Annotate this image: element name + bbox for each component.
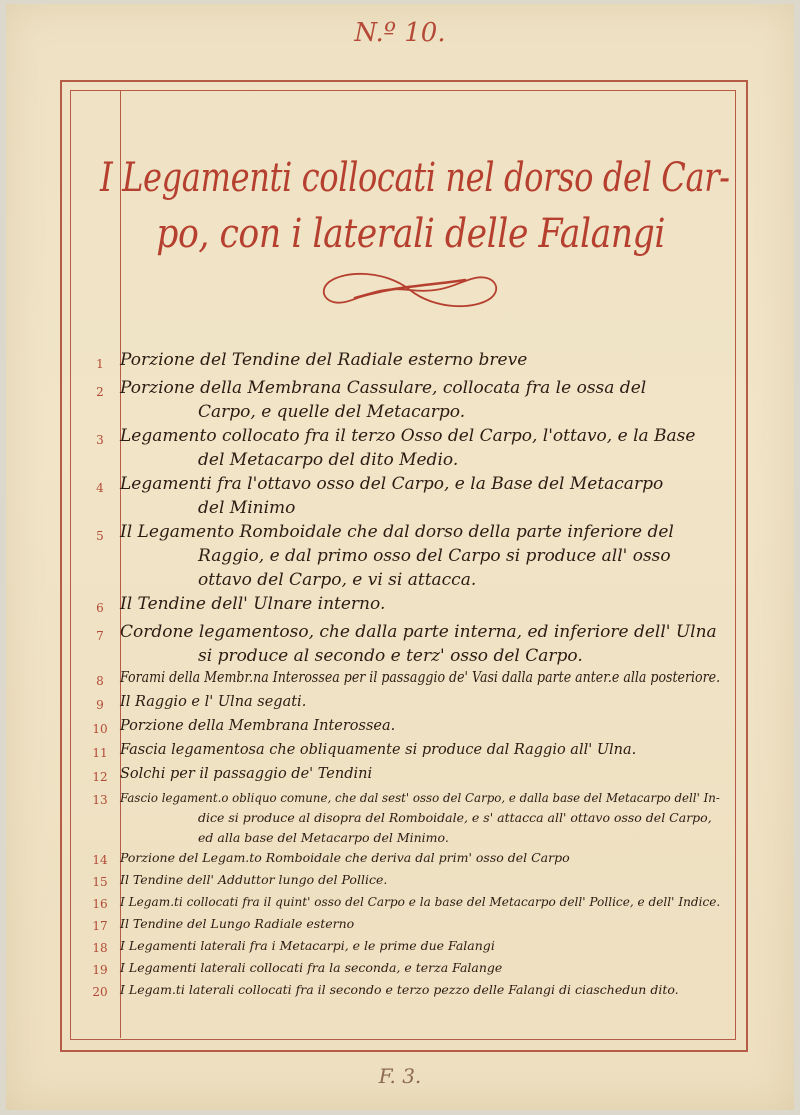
legend-item-text	[120, 848, 740, 870]
legend-text-line: Cordone legamentoso, che dalla parte interna, ed inferiore dell' Ulna	[120, 622, 717, 642]
legend-text-line: del Minimo	[198, 498, 296, 518]
page-title	[100, 150, 740, 262]
legend-text-line: Porzione della Membrana Interossea.	[120, 718, 396, 734]
legend-item	[80, 848, 740, 870]
legend-item	[80, 472, 740, 520]
legend-text-line: si produce al secondo e terz' osso del Carpo.	[198, 646, 583, 666]
legend-item	[80, 740, 740, 764]
legend-item	[80, 348, 740, 376]
legend-text-line: I Legamenti laterali collocati fra la seconda, e terza Falange	[120, 960, 503, 975]
legend-item-number: 6	[96, 601, 104, 615]
legend-item-text	[120, 520, 740, 592]
legend-item-number: 14	[92, 853, 108, 867]
legend-text-line: ed alla base del Metacarpo del Minimo.	[198, 830, 449, 845]
legend-text-line: Fascio legament.o obliquo comune, che dal sest' osso del Carpo, e dalla base del Metacarpo dell' In-	[120, 790, 720, 805]
legend-item	[80, 376, 740, 424]
legend-text-line: Fascia legamentosa che obliquamente si produce dal Raggio all' Ulna.	[120, 742, 637, 758]
legend-item	[80, 592, 740, 620]
legend-item-number: 7	[96, 629, 104, 643]
legend-item-number: 17	[92, 919, 108, 933]
legend-item-number: 19	[92, 963, 108, 977]
legend-item-text	[120, 788, 740, 848]
legend-item-number: 13	[92, 793, 108, 807]
legend-text-line: I Legamenti laterali fra i Metacarpi, e le prime due Falangi	[120, 938, 495, 953]
legend-item	[80, 668, 740, 692]
legend-item-text	[120, 958, 740, 980]
title-line-2: po, con i laterali delle Falangi	[156, 211, 666, 257]
legend-item-text	[120, 892, 740, 914]
legend-text-line: Il Tendine del Lungo Radiale esterno	[120, 916, 355, 931]
legend-text-line: Legamenti fra l'ottavo osso del Carpo, e la Base del Metacarpo	[120, 474, 664, 494]
legend-text-line: Porzione del Legam.to Romboidale che deriva dal prim' osso del Carpo	[120, 850, 570, 865]
legend-item	[80, 620, 740, 668]
legend-text-line: Porzione della Membrana Cassulare, collocata fra le ossa del	[120, 378, 647, 398]
legend-item-text	[120, 716, 740, 740]
legend-text-line: dice si produce al disopra del Romboidale, e s' attacca all' ottavo osso del Carpo,	[198, 810, 712, 825]
legend-item	[80, 424, 740, 472]
legend-item-text	[120, 376, 740, 424]
legend-item-text	[120, 692, 740, 716]
calligraphic-flourish	[315, 268, 505, 312]
legend-text-line: I Legam.ti collocati fra il quint' osso del Carpo e la base del Metacarpo dell' Pollice, e dell' Indice.	[120, 894, 721, 909]
legend-text-line: Il Tendine dell' Adduttor lungo del Pollice.	[120, 872, 388, 887]
legend-item-text	[120, 472, 740, 520]
legend-item-number: 12	[92, 770, 108, 784]
legend-text-line: Legamento collocato fra il terzo Osso del Carpo, l'ottavo, e la Base	[120, 426, 696, 446]
legend-item-number: 16	[92, 897, 108, 911]
legend-text-line: Carpo, e quelle del Metacarpo.	[198, 402, 466, 422]
legend-text-line: I Legam.ti laterali collocati fra il secondo e terzo pezzo delle Falangi di ciaschedun dito.	[120, 982, 679, 997]
legend-item-text	[120, 936, 740, 958]
legend-item	[80, 870, 740, 892]
legend-item	[80, 692, 740, 716]
legend-list	[80, 348, 740, 1002]
legend-item	[80, 980, 740, 1002]
legend-item-text	[120, 870, 740, 892]
legend-item-number: 11	[92, 746, 108, 760]
legend-item-text	[120, 424, 740, 472]
legend-item-number: 3	[96, 433, 104, 447]
legend-text-line: Il Raggio e l' Ulna segati.	[120, 694, 307, 710]
legend-item-number: 1	[96, 357, 104, 371]
legend-item-text	[120, 764, 740, 788]
legend-item-number: 2	[96, 385, 104, 399]
legend-item-text	[120, 914, 740, 936]
legend-item-text	[120, 740, 740, 764]
legend-item-number: 8	[96, 674, 104, 688]
legend-item	[80, 958, 740, 980]
legend-text-line: del Metacarpo del dito Medio.	[198, 450, 459, 470]
legend-item-number: 5	[96, 529, 104, 543]
legend-item	[80, 520, 740, 592]
legend-text-line: Raggio, e dal primo osso del Carpo si produce all' osso	[198, 546, 671, 566]
title-line-1: I Legamenti collocati nel dorso del Car-	[100, 155, 730, 201]
legend-text-line: Porzione del Tendine del Radiale esterno breve	[120, 350, 528, 370]
legend-text-line: Solchi per il passaggio de' Tendini	[120, 766, 373, 782]
legend-item	[80, 936, 740, 958]
legend-text-line: Forami della Membr.na Interossea per il passaggio de' Vasi dalla parte anter.e alla posteriore.	[120, 670, 721, 686]
legend-item	[80, 764, 740, 788]
legend-text-line: ottavo del Carpo, e vi si attacca.	[198, 570, 477, 590]
legend-item	[80, 914, 740, 936]
legend-item-text	[120, 980, 740, 1002]
legend-item-text	[120, 592, 740, 620]
legend-item-text	[120, 620, 740, 668]
legend-item-number: 18	[92, 941, 108, 955]
legend-item	[80, 716, 740, 740]
legend-item	[80, 892, 740, 914]
legend-item-text	[120, 668, 740, 692]
plate-number-top: N.º 10.	[354, 18, 446, 48]
legend-item-number: 4	[96, 481, 104, 495]
legend-item-number: 20	[92, 985, 108, 999]
legend-item-number: 9	[96, 698, 104, 712]
legend-item	[80, 788, 740, 848]
legend-item-text	[120, 348, 740, 376]
legend-text-line: Il Legamento Romboidale che dal dorso della parte inferiore del	[120, 522, 674, 542]
legend-text-line: Il Tendine dell' Ulnare interno.	[120, 594, 386, 614]
legend-item-number: 10	[92, 722, 108, 736]
plate-number-bottom: F. 3.	[378, 1064, 422, 1088]
legend-item-number: 15	[92, 875, 108, 889]
